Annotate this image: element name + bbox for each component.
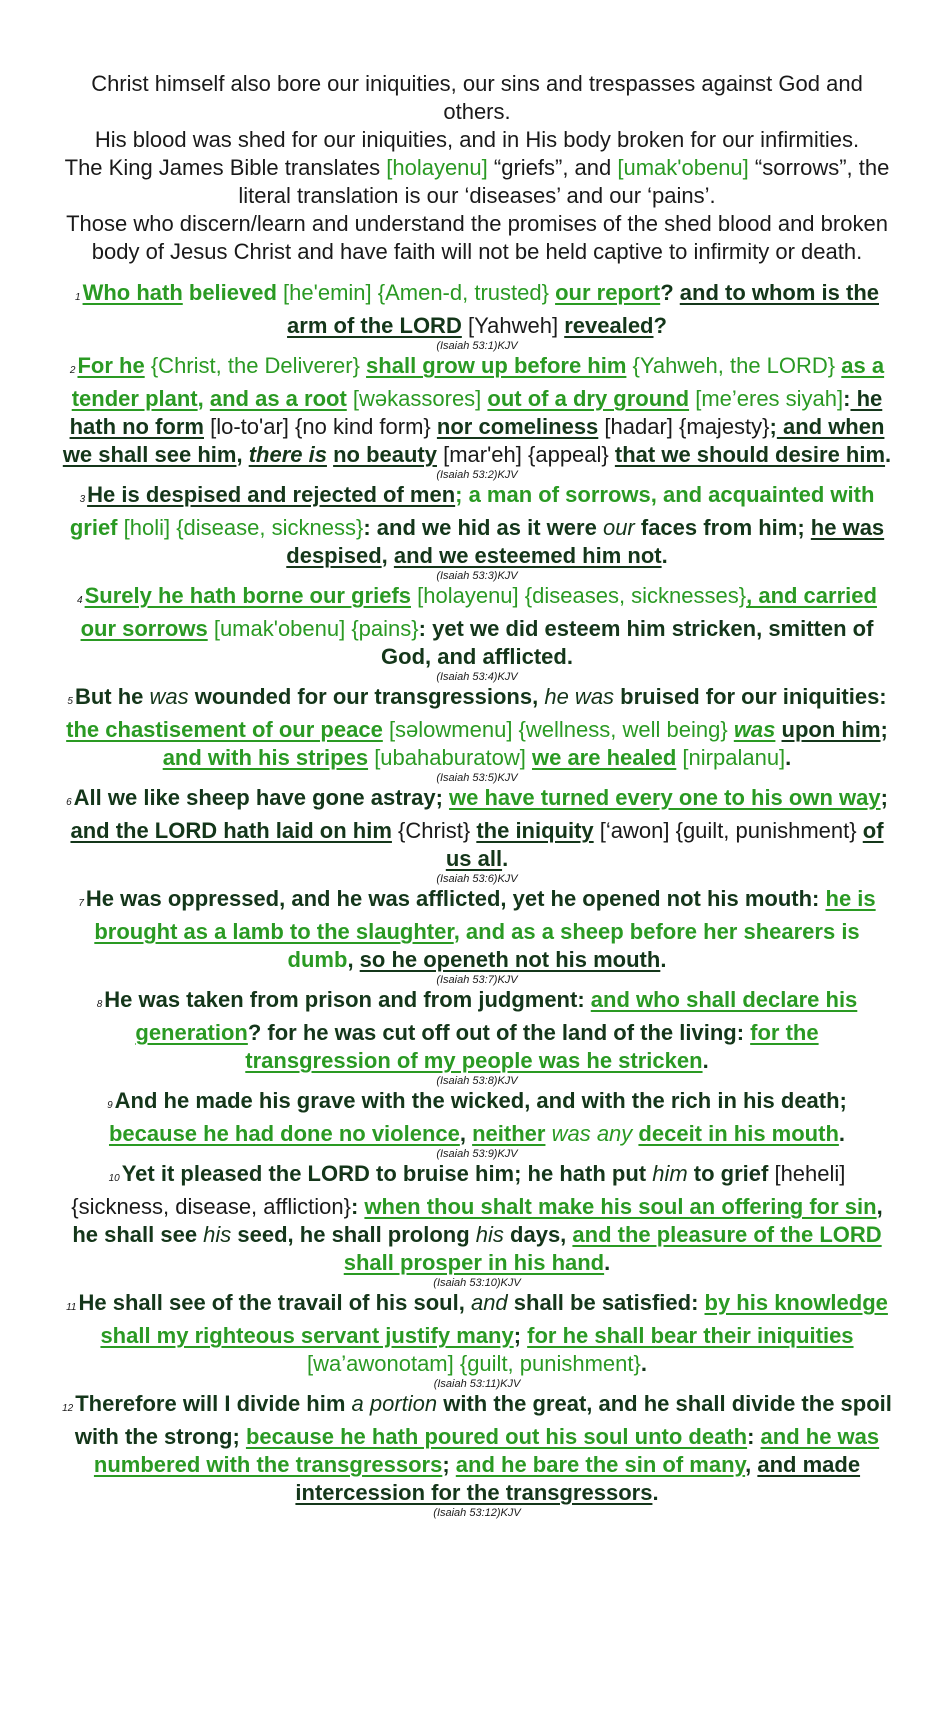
verse-phrase: and [470, 1290, 508, 1315]
verse-phrase: : yet we did esteem him stricken, smitten of God, and afflicted. [381, 616, 874, 669]
verse-phrase: wounded for our transgressions, [188, 684, 545, 709]
verse-citation: (Isaiah 53:1)KJV [436, 340, 518, 352]
verse-phrase: and made intercession for the transgressors [295, 1452, 861, 1505]
verse-number: 12 [62, 1403, 74, 1414]
verse-citation: (Isaiah 53:4)KJV [436, 671, 518, 683]
verse-phrase: [nirpalanu] [682, 745, 786, 770]
verse-phrase: believed [182, 280, 284, 305]
verse-phrase: : and we hid as it were [363, 515, 603, 540]
intro-line: Those who discern/learn and understand the promises of the shed blood and broken body of Jesus Christ and have faith will not be held captive to infirmity or death. [66, 211, 888, 264]
verse-phrase: [he'emin] {Amen-d, trusted} [283, 280, 549, 305]
verse-phrase: [wa’awonotam] {guilt, punishment} [307, 1351, 641, 1376]
verse-phrase: he was despised [286, 515, 885, 568]
verse-phrase: [hadar] {majesty} [604, 414, 770, 439]
verse-citation: (Isaiah 53:2)KJV [436, 469, 518, 481]
verse-phrase: by his knowledge shall my righteous servant justify many [100, 1290, 888, 1348]
verse-text [62, 1289, 892, 1378]
intro-line: His blood was shed for our iniquities, and in His body broken for our infirmities. [94, 127, 860, 152]
verse-phrase: , [197, 386, 210, 411]
verse-phrase: him [652, 1161, 688, 1186]
verse-text [62, 352, 892, 469]
verse-phrase: out of a dry ground [487, 386, 690, 411]
verse-phrase: a portion [351, 1391, 438, 1416]
verse-phrase: He was taken from prison and from judgment: [104, 987, 591, 1012]
verse-phrase: days, [503, 1222, 573, 1247]
verse-citation: (Isaiah 53:10)KJV [433, 1277, 521, 1289]
verse-number: 8 [96, 999, 103, 1010]
verse-number: 4 [77, 595, 83, 606]
verse-phrase: and to whom is the arm of the LORD [287, 280, 879, 338]
verse-phrase: He shall see of the travail of his soul, [78, 1290, 471, 1315]
verse-text [62, 784, 892, 873]
verse-text [62, 986, 892, 1075]
verse-citation: (Isaiah 53:8)KJV [436, 1075, 518, 1087]
verse-phrase: he is brought as a lamb to the slaughter [94, 886, 876, 944]
verse-phrase: no beauty [333, 442, 437, 467]
verse-phrase: so he openeth not his mouth [359, 947, 661, 972]
verse-phrase: because he had done no violence [108, 1121, 460, 1146]
verse-phrase: the iniquity [476, 818, 594, 843]
verse-citation: (Isaiah 53:12)KJV [433, 1507, 521, 1519]
verse-phrase: ? for he was cut off out of the land of the living: [247, 1020, 751, 1045]
verse-phrase: . [661, 543, 668, 568]
verse-text [62, 885, 892, 974]
verse-number: 5 [67, 696, 73, 707]
verse-text [62, 279, 892, 340]
verse-phrase: And he made his grave with the wicked, and with the rich in his death; [114, 1088, 847, 1113]
verse-list [62, 279, 892, 1519]
verse-phrase: and the LORD hath laid on him [70, 818, 392, 843]
verse-phrase: deceit in his mouth [638, 1121, 839, 1146]
verse-citation: (Isaiah 53:9)KJV [436, 1148, 518, 1160]
verse-text [62, 481, 892, 570]
verse-phrase: and when we shall see him [62, 414, 885, 467]
verse-phrase: . [640, 1351, 647, 1376]
verse-phrase: . [838, 1121, 846, 1146]
verse-phrase: revealed [564, 313, 654, 338]
verse-phrase: and who shall declare his generation [135, 987, 858, 1045]
verse-phrase: Who hath [82, 280, 183, 305]
verse-phrase: [holayenu] {diseases, sicknesses} [417, 583, 747, 608]
verse-citation: (Isaiah 53:5)KJV [436, 772, 518, 784]
verse-phrase: shall grow up before him [366, 353, 627, 378]
verse-phrase: : [747, 1424, 761, 1449]
verse-phrase: [umak'obenu] {pains} [213, 616, 419, 641]
verse-phrase: and he was numbered with the transgressors [93, 1424, 880, 1477]
verse-phrase: Therefore will I divide him [75, 1391, 352, 1416]
verse-text [62, 683, 892, 772]
verse-phrase: But he [74, 684, 150, 709]
verse-phrase: . [604, 1250, 611, 1275]
verse-phrase: : [843, 386, 851, 411]
verse-phrase: for the transgression of my people was he stricken [245, 1020, 819, 1073]
verse-phrase: was [733, 717, 776, 742]
verse-phrase: [heheli] {sickness, disease, affliction} [71, 1161, 846, 1219]
verse-phrase: the chastisement of our peace [66, 717, 383, 742]
verse-phrase: was [149, 684, 189, 709]
verse-phrase: [səlowmenu] {wellness, well being} [388, 717, 728, 742]
verse-phrase: : [350, 1194, 365, 1219]
verse-phrase: to grief [687, 1161, 775, 1186]
verse-phrase: and we esteemed him not [393, 543, 662, 568]
verse-phrase: and with his stripes [162, 745, 369, 770]
verse-number: 7 [78, 898, 84, 909]
verse-phrase: upon him [781, 717, 881, 742]
verse-phrase: He is despised and rejected of men [87, 482, 456, 507]
verse-phrase: {Christ} [398, 818, 471, 843]
verse-phrase: [‘awon] {guilt, punishment} [599, 818, 857, 843]
verse-phrase: ; [513, 1323, 528, 1348]
verse-phrase: and he bare the sin of many [455, 1452, 746, 1477]
verse-citation: (Isaiah 53:7)KJV [436, 974, 518, 986]
verse-number: 3 [79, 494, 86, 505]
verse-phrase: there is [248, 442, 327, 467]
verse-phrase: , and carried our sorrows [80, 583, 877, 641]
verse-phrase: we are healed [531, 745, 677, 770]
verse-phrase: . [660, 947, 667, 972]
verse-phrase: neither [472, 1121, 546, 1146]
verse-phrase: nor comeliness [436, 414, 599, 439]
verse-phrase: Yet it pleased the LORD to bruise him; he hath put [121, 1161, 653, 1186]
verse-phrase: , [236, 442, 249, 467]
verse-phrase: . [702, 1048, 709, 1073]
verse-phrase: for he shall bear their iniquities [527, 1323, 854, 1348]
hebrew-term: [holayenu] [386, 155, 488, 180]
verse-phrase: ? [660, 280, 680, 305]
verse-phrase: All we like sheep have gone astray; [73, 785, 450, 810]
verse-citation: (Isaiah 53:3)KJV [436, 570, 518, 582]
verse-phrase: ; [769, 414, 777, 439]
verse-phrase: we have turned every one to his own way [449, 785, 881, 810]
verse-phrase: [mar'eh] {appeal} [443, 442, 609, 467]
verse-phrase: , [745, 1452, 758, 1477]
verse-phrase: [ubahaburatow] [374, 745, 526, 770]
verse-phrase: ; a man of sorrows, and acquainted with grief [69, 482, 875, 540]
verse-phrase: ; [880, 717, 888, 742]
verse-number: 6 [66, 797, 72, 808]
verse-phrase: seed, he shall prolong [231, 1222, 476, 1247]
verse-phrase: and the pleasure of the LORD shall prosper in his hand [343, 1222, 882, 1275]
verse-text [62, 1160, 892, 1277]
hebrew-term: [umak'obenu] [617, 155, 749, 180]
verse-phrase: . [502, 846, 509, 871]
verse-phrase: he hath no form [69, 386, 883, 439]
verse-phrase: he was [544, 684, 615, 709]
verse-phrase: . [652, 1480, 659, 1505]
verse-number: 2 [69, 365, 76, 376]
verse-phrase: that we should desire him [614, 442, 886, 467]
verse-phrase: [me’eres siyah] [695, 386, 844, 411]
verse-phrase: {Christ, the Deliverer} [150, 353, 360, 378]
verse-phrase: ; [880, 785, 888, 810]
verse-phrase: [lo-to'ar] {no kind form} [210, 414, 431, 439]
verse-phrase: our report [555, 280, 661, 305]
verse-phrase: He was oppressed, and he was afflicted, yet he opened not his mouth: [85, 886, 826, 911]
verse-phrase: when thou shalt make his soul an offering for sin [364, 1194, 877, 1219]
verse-text [62, 1390, 892, 1507]
verse-phrase: Surely he hath borne our griefs [84, 583, 411, 608]
verse-phrase: [holi] {disease, sickness} [123, 515, 364, 540]
verse-number: 10 [108, 1173, 120, 1184]
intro-line [62, 154, 892, 210]
verse-phrase: ? [653, 313, 667, 338]
verse-phrase: , [347, 947, 360, 972]
verse-phrase: and as a root [209, 386, 347, 411]
verse-phrase: , [381, 543, 394, 568]
verse-phrase: . [785, 745, 792, 770]
verse-text [62, 582, 892, 671]
verse-phrase: with the great, and he shall divide the spoil with the strong; [74, 1391, 892, 1449]
verse-phrase: , [459, 1121, 473, 1146]
intro-text: The King James Bible translates [64, 155, 387, 180]
verse-number: 9 [107, 1100, 113, 1111]
intro-line: Christ himself also bore our iniquities, our sins and trespasses against God and others. [91, 71, 863, 124]
verse-phrase: [wəkassores] [352, 386, 482, 411]
verse-phrase: bruised for our iniquities: [614, 684, 887, 709]
verse-phrase: shall be satisfied: [507, 1290, 705, 1315]
verse-phrase: as a tender plant [71, 353, 885, 411]
verse-citation: (Isaiah 53:11)KJV [433, 1378, 521, 1390]
verse-number: 1 [75, 292, 81, 303]
verse-phrase: his [203, 1222, 232, 1247]
intro-text: “griefs”, and [487, 155, 618, 180]
verse-phrase: his [475, 1222, 504, 1247]
verse-phrase: For he [77, 353, 145, 378]
intro-text: “sorrows”, the literal translation is our ‘diseases’ and our ‘pains’. [238, 155, 890, 208]
verse-phrase: . [885, 442, 892, 467]
intro-paragraph [62, 70, 892, 266]
verse-phrase: , and as a sheep before her shearers is dumb [287, 919, 860, 972]
verse-number: 11 [66, 1302, 77, 1313]
verse-citation: (Isaiah 53:6)KJV [436, 873, 518, 885]
document-body [62, 70, 892, 1519]
verse-phrase: of us all [445, 818, 884, 871]
verse-phrase: was any [551, 1121, 633, 1146]
verse-phrase: ; [442, 1452, 456, 1477]
verse-phrase: because he hath poured out his soul unto death [245, 1424, 748, 1449]
verse-phrase: faces from him; [634, 515, 811, 540]
verse-text [62, 1087, 892, 1148]
verse-phrase: [Yahweh] [467, 313, 559, 338]
verse-phrase: our [602, 515, 635, 540]
verse-phrase: , he shall see [72, 1194, 883, 1247]
verse-phrase: {Yahweh, the LORD} [632, 353, 836, 378]
